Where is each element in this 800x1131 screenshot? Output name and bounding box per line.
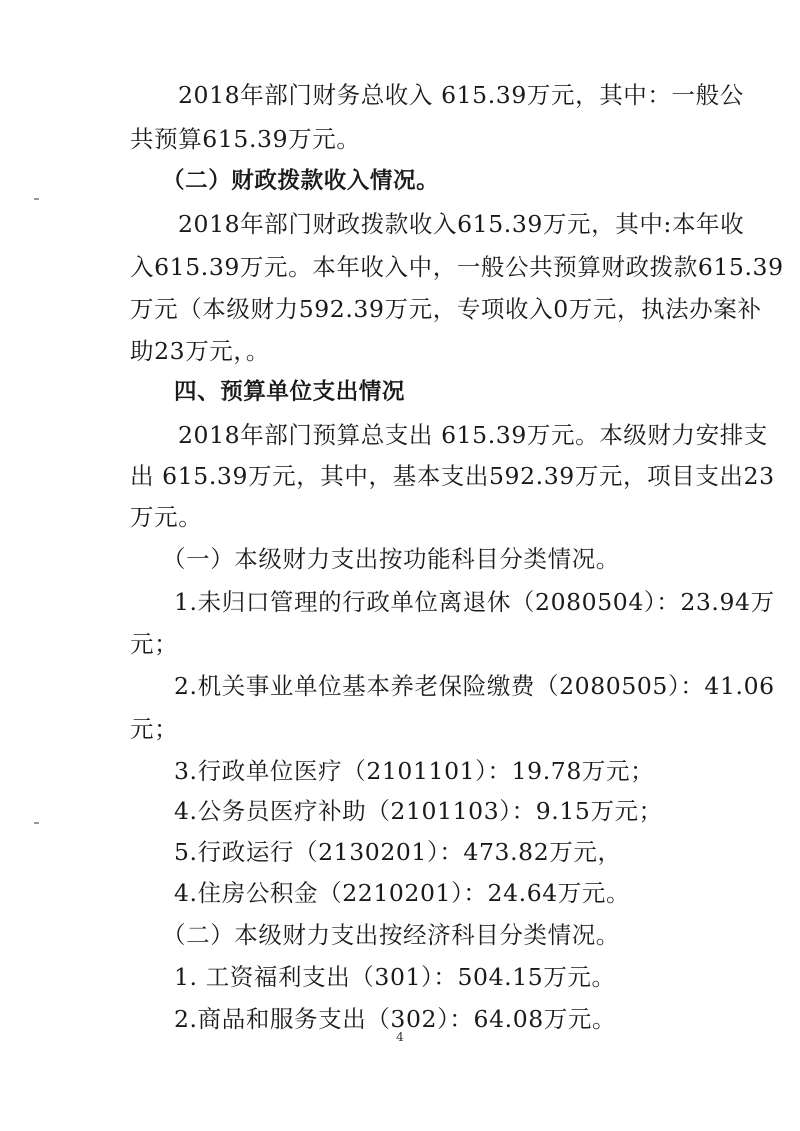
subsection-heading: （一）本级财力支出按功能科目分类情况。: [162, 545, 620, 573]
scan-mark: [34, 198, 39, 200]
section-heading: （二）财政拨款收入情况。: [162, 168, 440, 194]
list-item: 2.机关事业单位基本养老保险缴费（2080505）：41.06: [174, 672, 775, 700]
paragraph-line: 2018年部门预算总支出 615.39万元。本级财力安排支: [178, 421, 768, 449]
list-item: 1. 工资福利支出（301）：504.15万元。: [174, 963, 616, 991]
paragraph-line: 出 615.39万元，其中，基本支出592.39万元，项目支出23: [130, 462, 775, 490]
list-item: 4.公务员医疗补助（2101103）：9.15万元；: [174, 797, 663, 825]
paragraph-line: 万元（本级财力592.39万元，专项收入0万元，执法办案补: [130, 295, 762, 323]
paragraph-line: 共预算615.39万元。: [130, 125, 361, 153]
list-item-continuation: 元；: [130, 715, 179, 743]
scan-mark: [34, 822, 39, 824]
list-item: 2.商品和服务支出（302）：64.08万元。: [174, 1005, 617, 1033]
list-item: 3.行政单位医疗（2101101）：19.78万元；: [174, 757, 655, 785]
paragraph-line: 2018年部门财政拨款收入615.39万元，其中:本年收: [178, 210, 745, 238]
list-item-continuation: 元；: [130, 630, 179, 658]
list-item: 1.未归口管理的行政单位离退休（2080504）：23.94万: [174, 588, 775, 616]
paragraph-line: 万元。: [130, 503, 203, 531]
list-item: 5.行政运行（2130201）：473.82万元，: [174, 838, 622, 866]
page-number: 4: [396, 1030, 404, 1044]
list-item: 4.住房公积金（2210201）：24.64万元。: [174, 879, 631, 907]
paragraph-line: 入615.39万元。本年收入中，一般公共预算财政拨款615.39: [130, 253, 784, 281]
paragraph-line: 2018年部门财务总收入 615.39万元，其中：一般公: [178, 81, 744, 109]
subsection-heading: （二）本级财力支出按经济科目分类情况。: [162, 921, 620, 949]
paragraph-line: 助23万元，。: [130, 337, 270, 365]
section-heading: 四、预算单位支出情况: [174, 379, 406, 405]
